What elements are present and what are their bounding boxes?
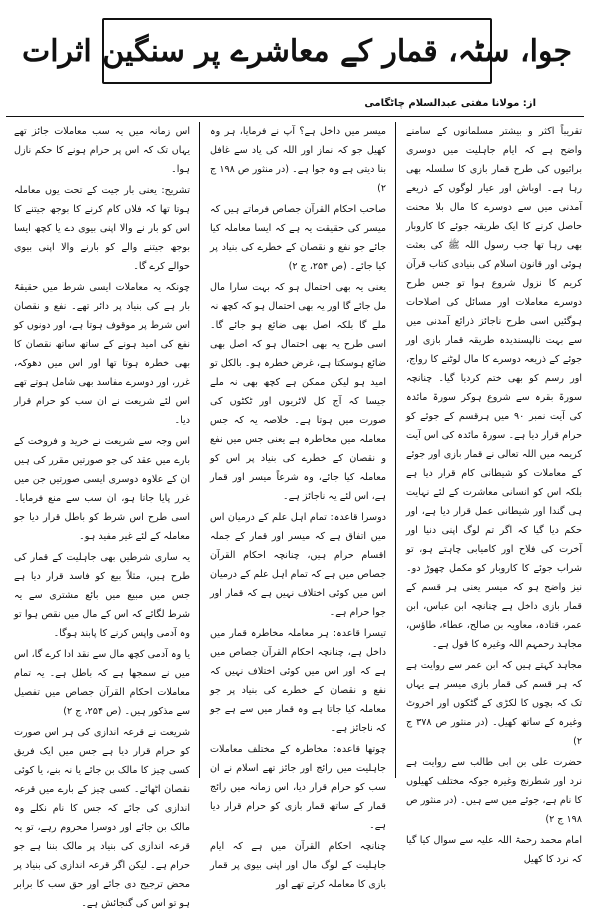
article-paragraph: چوتھا قاعدہ: مخاطرہ کے مختلف معاملات جاہلیت میں رائج اور جائز تھے اسلام نے ان سب کو حرام قرار دیا، اس زمانہ میں رائج قمار کے ساتھ قمار بازی کو حرام قرار دیا ہے۔ bbox=[210, 744, 386, 831]
article-paragraph: اس زمانہ میں یہ سب معاملات جائز تھے یہاں تک کہ اس پر حرام ہونے کا حکم نازل ہوا۔ bbox=[14, 126, 190, 175]
article-paragraph: تیسرا قاعدہ: ہر معاملہ مخاطرہ قمار میں داخل ہے، چنانچہ احکام القرآن جصاص میں ہے کہ اور اس میں کوئی اختلاف نہیں کہ نفع و نقصان کے خطرے کی بنیاد پر جو معاملہ کیا جاتا ہے وہ قمار میں سے ہے جو کہ ناجائز ہے۔ bbox=[210, 628, 386, 734]
column-divider bbox=[199, 122, 200, 778]
article-paragraph: صاحب احکام القرآن جصاص فرماتے ہیں کہ میسر کی حقیقت یہ ہے کہ ایسا معاملہ کیا جائے جو نفع و نقصان کے خطرے کی بنیاد پر کیا جائے۔ (ص ۲۵۴، ج ۲) bbox=[210, 204, 386, 272]
article-column-right bbox=[406, 122, 583, 865]
article-paragraph: دوسرا قاعدہ: تمام اہل علم کے درمیان اس میں اتفاق ہے کہ میسر اور قمار کے جملہ اقسام حرام ہیں، چنانچہ احکام القرآن جصاص میں ہے کہ تمام اہل علم کے درمیان اس میں کوئی اختلاف نہیں ہے کہ قمار اور جوا حرام ہے۔ bbox=[210, 512, 386, 618]
article-paragraph: مجاہد کہتے ہیں کہ ابن عمر سے روایت ہے کہ ہر قسم کی قمار بازی میسر ہے یہاں تک کہ بچوں کا لکڑی کے گٹکوں اور اخروٹ وغیرہ کے ساتھ کھیل۔ (در منثور ص ۳۷۸ ج ۲) bbox=[406, 660, 582, 747]
article-paragraph: شریعت نے قرعہ اندازی کی ہر اس صورت کو حرام قرار دیا ہے جس میں ایک فریق کسی چیز کا مالک بن جائے یا نہ بنے، یا کوئی نقصان اٹھائے۔ کسی چیز کے بارے میں قرعہ اندازی کی جائے کہ جس کا نام نکلے وہ مالک بن جائے اور دوسرا محروم رہے، تو یہ قرعہ اندازی کی بنیاد پر مالک بننا ہے جو حرام ہے۔ لیکن اگر قرعہ اندازی کی بنیاد پر محض ترجیح دی جائے اور حق سب کا برابر ہو تو اس کی گنجائش ہے۔ bbox=[14, 727, 190, 909]
article-title: جوا، سٹہ، قمار کے معاشرے پر سنگین اثرات bbox=[21, 33, 573, 69]
author-byline: از: مولانا مفتی عبدالسلام چاٹگامی bbox=[364, 98, 536, 109]
article-paragraph: چونکہ یہ معاملات ایسی شرط میں حقیقۃً بار ہے کی بنیاد پر دائر تھے۔ نفع و نقصان اس شرط پر موقوف ہوتا ہے، اور دونوں کو نفع کی امید ہونے کے ساتھ ساتھ نقصان کا بھی خطرہ ہوتا تھا اور اس میں دھوکہ، غرر، اور دوسرے مفاسد بھی شامل ہوتے تھے اس لئے شریعت نے ان سب کو حرام قرار دیا۔ bbox=[14, 282, 190, 426]
newspaper-page bbox=[6, 6, 584, 909]
column-divider bbox=[395, 122, 396, 778]
article-paragraph: حضرت علی بن ابی طالب سے روایت ہے نرد اور شطرنج وغیرہ جوکہ مختلف کھیلوں کا نام ہے، جوئے میں سے ہیں۔ (در منثور ص ۱۹۸ ج ۲) bbox=[406, 757, 582, 825]
article-paragraph: امام محمد رحمۃ اللہ علیہ سے سوال کیا گیا کہ نرد کا کھیل bbox=[406, 835, 582, 865]
article-paragraph: تشریح: یعنی بار جیت کے تحت یوں معاملہ ہوتا تھا کہ فلاں کام کرنے کا بوجھ جیتنے کا اس کو بار نے والا اپنی بیوی دے یا کچھ ایسا بوجھ جیتنے والے کو بارنے والا اپنی بیوی حوالے کرے گا۔ bbox=[14, 185, 190, 272]
article-paragraph: یہ ساری شرطیں بھی جاہلیت کے قمار کی طرح ہیں، مثلاً بیع کو فاسد قرار دیا ہے جس میں مبیع میں بائع مشتری سے یہ شرط لگائے کہ اس کے مال میں نقص ہوا تو وہ آدمی واپس کرنے کا پابند ہوگا۔ bbox=[14, 552, 190, 639]
article-columns bbox=[8, 122, 583, 909]
article-paragraph: یا وہ آدمی کچھ مال سے نقد ادا کرے گا، اس میں نے سمجھا ہے کہ باطل ہے۔ یہ تمام معاملات احکام القرآن جصاص میں تفصیل سے مذکور ہیں۔ (ص ۲۵۴، ج ۲) bbox=[14, 649, 190, 717]
article-column-left bbox=[14, 122, 190, 909]
article-paragraph: اس وجہ سے شریعت نے خرید و فروخت کے بارے میں عقد کی جو صورتیں مقرر کی ہیں ان کے علاوہ دوسری ایسی صورتیں جن میں غرر پایا جاتا ہو، ان سب سے منع فرمایا۔ اسی طرح اس شرط کو باطل قرار دیا جو معاملہ کے لئے غیر مفید ہو۔ bbox=[14, 436, 190, 542]
article-paragraph: تقریباً اکثر و بیشتر مسلمانوں کے سامنے واضح ہے کہ ایام جاہلیت میں دوسری برائیوں کی طرح قمار بازی کا سلسلہ بھی رہا ہے۔ اوباش اور عیار لوگوں کے ذریعے آمدنی میں سے دوسرے کا مال بلا محنت حاصل کرنے کا ایک طریقہ جوئے کا کاروبار بھی رہا تھا جب رسول اللہ ﷺ کی بعثت ہوئی اور قانون اسلام کی بنیادی کتاب قرآن کریم کا نزول شروع ہوا تو جس طرح دوسرے معاملات اور مسائل کی اصلاحات ہوگئیں اسی طرح ناجائز ذرائع آمدنی میں سے بہت نالپسندیدہ طریقہ قمار بازی اور جوئے کے ذریعہ دوسرے کا مال لوٹنے کا رواج، اور رسم کو بھی ختم کردیا گیا۔ چنانچہ سورۃ بقرہ سے شروع ہوکر سورۃ مائدہ کی آیت نمبر ۹۰ میں ہرقسم کے جوئے کو حرام قرار دیا ہے۔ سورۃ مائدہ کی اس آیت کریمہ میں اللہ تعالی نے قمار بازی اور جوئے کے معاملات کو شیطانی کام قرار دیا ہے بلکہ اس کو انسانی معاشرت کے لئے نہایت ہی گندا اور شیطانی عمل قرار دیا ہے، اور حکم دیا گیا کہ اگر تم لوگ اپنی دنیا اور آخرت کی فلاح اور کامیابی چاہتے ہو، تو شراب جوئے کا کاروبار کو مکمل چھوڑ دو۔ نیز واضح ہو کہ میسر یعنی ہر قسم کے قمار بازی داخل ہے چنانچہ ابن عباس، ابن عمر، قتادہ، معاویہ بن صالح، عطاء، طاؤس، مجاہد رحمہم اللہ وغیرہ کا قول ہے۔ bbox=[406, 126, 583, 650]
header-rule bbox=[6, 116, 584, 117]
article-column-middle bbox=[210, 122, 386, 890]
article-paragraph: چنانچہ احکام القرآن میں ہے کہ ایام جاہلیت کے لوگ مال اور اپنی بیوی پر قمار بازی کا معاملہ کرتے تھے اور bbox=[210, 841, 386, 890]
title-box bbox=[21, 18, 573, 84]
article-paragraph: یعنی یہ بھی احتمال ہو کہ بہت سارا مال مل جائے گا اور یہ بھی احتمال ہو کہ کچھ نہ ملے گا بلکہ اصل بھی ضائع ہو جائے گا۔ اسی طرح یہ بھی احتمال ہو کہ اصل بھی ضائع ہوسکتا ہے، غرض خطرہ ہو۔ بالکل تو امید ہو لیکن ممکن ہے کچھ بھی نہ ملے جیسا کہ آج کل لاٹریوں اور ٹکٹوں کی صورت میں ہوتا ہے۔ خلاصہ یہ کہ جس معاملہ میں مخاطرہ ہے یعنی جس میں نفع و نقصان کے خطرے کی بنیاد پر اس کو معاملہ کیا جائے، وہ شرعاً میسر اور قمار ہے، اس لئے یہ ناجائز ہے۔ bbox=[210, 282, 386, 502]
article-paragraph: میسر میں داخل ہے؟ آپ نے فرمایا، ہر وہ کھیل جو کہ نماز اور اللہ کی یاد سے غافل بنا دیتی ہے وہ جوا ہے۔ (در منثور ص ۱۹۸ ج ۲) bbox=[210, 126, 386, 194]
